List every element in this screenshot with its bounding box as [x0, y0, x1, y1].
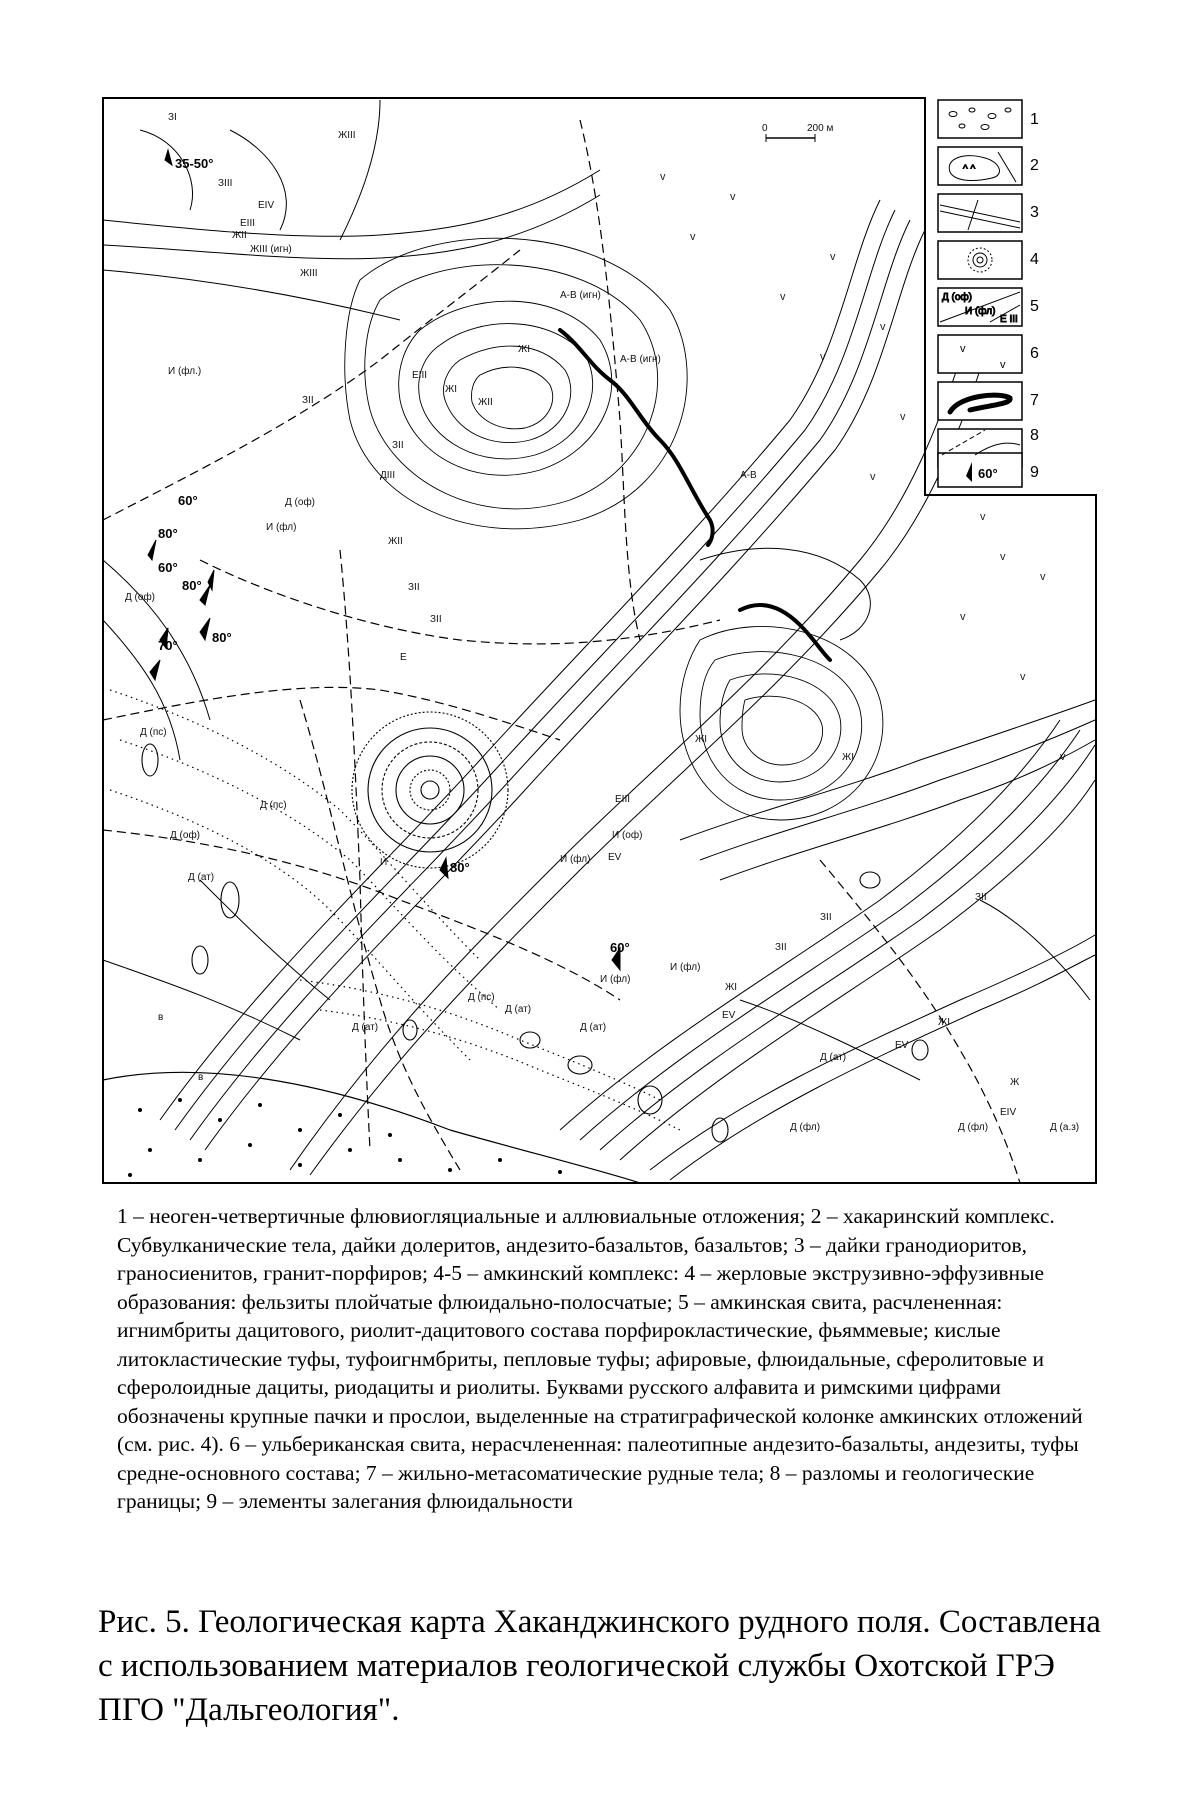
unit-label: Ж	[1010, 1077, 1020, 1088]
unit-label: в	[198, 1072, 204, 1083]
scale-label-200: 200 м	[807, 123, 834, 134]
legend-num: 6	[1030, 345, 1039, 362]
unit-label: А-В (игн)	[560, 290, 601, 301]
svg-text:v: v	[780, 291, 786, 303]
southeast-dome-contours	[680, 627, 883, 821]
legend-num: 8	[1030, 427, 1039, 444]
unit-label: Д (оф)	[285, 497, 315, 508]
unit-label: ЖI	[842, 752, 855, 763]
unit-label: И	[380, 857, 388, 868]
unit-label: ЖIII	[338, 130, 356, 141]
unit-label: Д (пс)	[140, 727, 167, 738]
faults	[103, 120, 1020, 1183]
svg-text:v: v	[980, 511, 986, 523]
legend-num: 2	[1030, 157, 1039, 174]
legend-caption: 1 – неоген-четвертичные флювиогляциальные и аллювиальные отложения; 2 – хакаринский комплекс. Субвулканические тела, дайки долеритов, андезито-базальтов, базальтов; 3 – дайки гранодиоритов, граносиенитов, гранит-порфиров; 4-5 – амкинский комплекс: 4 – жерловые экструзивно-эффузивные образования: фельзиты плойчатые флюидально-полосчатые; 5 – амкинская свита, расчлененная: игнимбриты дацитового, риолит-дацитового состава порфирокластические, фьяммевые; кислые литокластические туфы, туфоигнмбриты, пепловые туфы; афировые, флюидальные, сферолитовые и сферолоидные дациты, риодациты и риолиты. Буквами русского алфавита и римскими цифрами обозначены крупные пачки и прослои, выделенные на стратиграфической колонке амкинских отложений (см. рис. 4). 6 – ульбериканская свита, нерасчлененная: палеотипные андезито-базальты, андезиты, туфы средне-основного состава; 7 – жильно-метасоматические рудные тела; 8 – разломы и геологические границы; 9 – элементы залегания флюидальности	[117, 1204, 1083, 1513]
unit-label: ЖI	[445, 384, 458, 395]
unit-label: Е	[400, 652, 407, 663]
unit-label: ЗII	[775, 942, 787, 953]
unit-label: в	[158, 1012, 164, 1023]
unit-label: ЗII	[820, 912, 832, 923]
unit-label: ЗII	[430, 614, 442, 625]
dip-label: 70°	[158, 638, 178, 653]
unit-label: ЗII	[302, 395, 314, 406]
unit-label: ДIII	[380, 470, 396, 481]
map-legend	[938, 100, 1039, 487]
svg-text:^ ^: ^ ^	[963, 164, 976, 175]
unit-label: ЕV	[895, 1040, 909, 1051]
svg-text:v: v	[900, 411, 906, 423]
legend-num: 7	[1030, 392, 1039, 409]
legend-num: 1	[1030, 111, 1039, 128]
dip-label: 60°	[158, 560, 178, 575]
unit-label: Д (ат)	[188, 872, 215, 883]
figure-title: Рис. 5. Геологическая карта Хаканджинского рудного поля. Составлена с использованием материалов геологической службы Охотской ГРЭ ПГО "Дальгеология".	[98, 1604, 1101, 1728]
unit-label: Д (ат)	[580, 1022, 607, 1033]
unit-label: И (фл)	[560, 854, 591, 865]
unit-label: ЖII	[388, 536, 403, 547]
dip-label: 60°	[178, 493, 198, 508]
unit-label: И (фл)	[600, 974, 631, 985]
dip-label: 80°	[212, 630, 232, 645]
unit-label: ЖII	[232, 230, 247, 241]
unit-label: Д (ат)	[820, 1052, 847, 1063]
unit-label: А-В	[740, 470, 757, 481]
unit-label: ЕIII	[240, 218, 256, 229]
unit-label: ЖII	[478, 397, 493, 408]
unit-label: А-В (игн)	[620, 354, 661, 365]
svg-text:Е III: Е III	[1000, 314, 1018, 325]
svg-text:И (фл): И (фл)	[965, 306, 996, 317]
unit-label: ЖI	[938, 1017, 951, 1028]
unit-label: ЗII	[975, 892, 987, 903]
unit-label: И (фл)	[670, 962, 701, 973]
unit-label: И (фл.)	[168, 366, 202, 377]
legend-num: 3	[1030, 204, 1039, 221]
svg-text:v: v	[660, 171, 666, 183]
north-dome-contours	[345, 238, 687, 529]
unit-label: Д (фл)	[958, 1122, 989, 1133]
svg-text:v: v	[880, 321, 886, 333]
dotted-boundaries	[110, 690, 680, 1130]
svg-text:v: v	[960, 343, 966, 355]
legend-num: 9	[1030, 464, 1039, 481]
unit-label: ЖIII (игн)	[250, 244, 292, 255]
unit-label: ЗII	[392, 440, 404, 451]
unit-label: ЕIII	[615, 794, 631, 805]
svg-text:v: v	[690, 231, 696, 243]
ore-veins	[560, 330, 830, 660]
svg-text:60°: 60°	[978, 466, 998, 481]
unit-label: ЕV	[608, 852, 622, 863]
legend-num: 5	[1030, 298, 1039, 315]
svg-text:Д (оф): Д (оф)	[942, 292, 972, 303]
svg-text:v: v	[1020, 671, 1026, 683]
svg-text:v: v	[820, 351, 826, 363]
dip-label: 35-50°	[175, 156, 214, 171]
dip-label: 60°	[610, 940, 630, 955]
unit-label: ЕV	[722, 1010, 736, 1021]
unit-label: Д (оф)	[170, 830, 200, 841]
unit-label: ЕIV	[1000, 1107, 1017, 1118]
unit-label: И (оф)	[612, 830, 643, 841]
scale-label-0: 0	[762, 123, 768, 134]
svg-text:v: v	[870, 471, 876, 483]
svg-text:v: v	[1040, 571, 1046, 583]
unit-label: Д (а.з)	[1050, 1122, 1080, 1133]
unit-label: Д (оф)	[125, 592, 155, 603]
unit-label: ЗI	[168, 112, 177, 123]
scale-bar	[762, 123, 833, 142]
alluvium-area	[103, 1072, 640, 1183]
unit-label: Д (пс)	[468, 992, 495, 1003]
svg-text:v: v	[1000, 551, 1006, 563]
svg-text:v: v	[730, 191, 736, 203]
dip-label: 80°	[182, 578, 202, 593]
unit-label: ЖIII	[300, 268, 318, 279]
legend-num: 4	[1030, 251, 1039, 268]
unit-label: ЖI	[725, 982, 738, 993]
unit-label: ЖI	[518, 344, 531, 355]
unit-label: Д (пс)	[260, 800, 287, 811]
svg-text:v: v	[960, 611, 966, 623]
unit-labels	[125, 112, 1079, 1133]
unit-label: Д (ат)	[352, 1022, 379, 1033]
unit-label: Д (ат)	[505, 1004, 532, 1015]
unit-label: ЕIV	[258, 200, 275, 211]
unit-label: И (фл)	[266, 522, 297, 533]
svg-text:v: v	[1060, 751, 1066, 763]
unit-label: ЕIII	[412, 370, 428, 381]
volcanic-vent	[352, 712, 508, 868]
dip-label: 80°	[158, 526, 178, 541]
svg-text:v: v	[1000, 359, 1006, 371]
svg-text:v: v	[830, 251, 836, 263]
unit-label: Д (фл)	[790, 1122, 821, 1133]
dip-label: 80°	[450, 860, 470, 875]
unit-label: ЗII	[408, 582, 420, 593]
unit-label: ЗIII	[218, 178, 233, 189]
dip-labels	[158, 156, 630, 955]
unit-label: ЖI	[695, 734, 708, 745]
